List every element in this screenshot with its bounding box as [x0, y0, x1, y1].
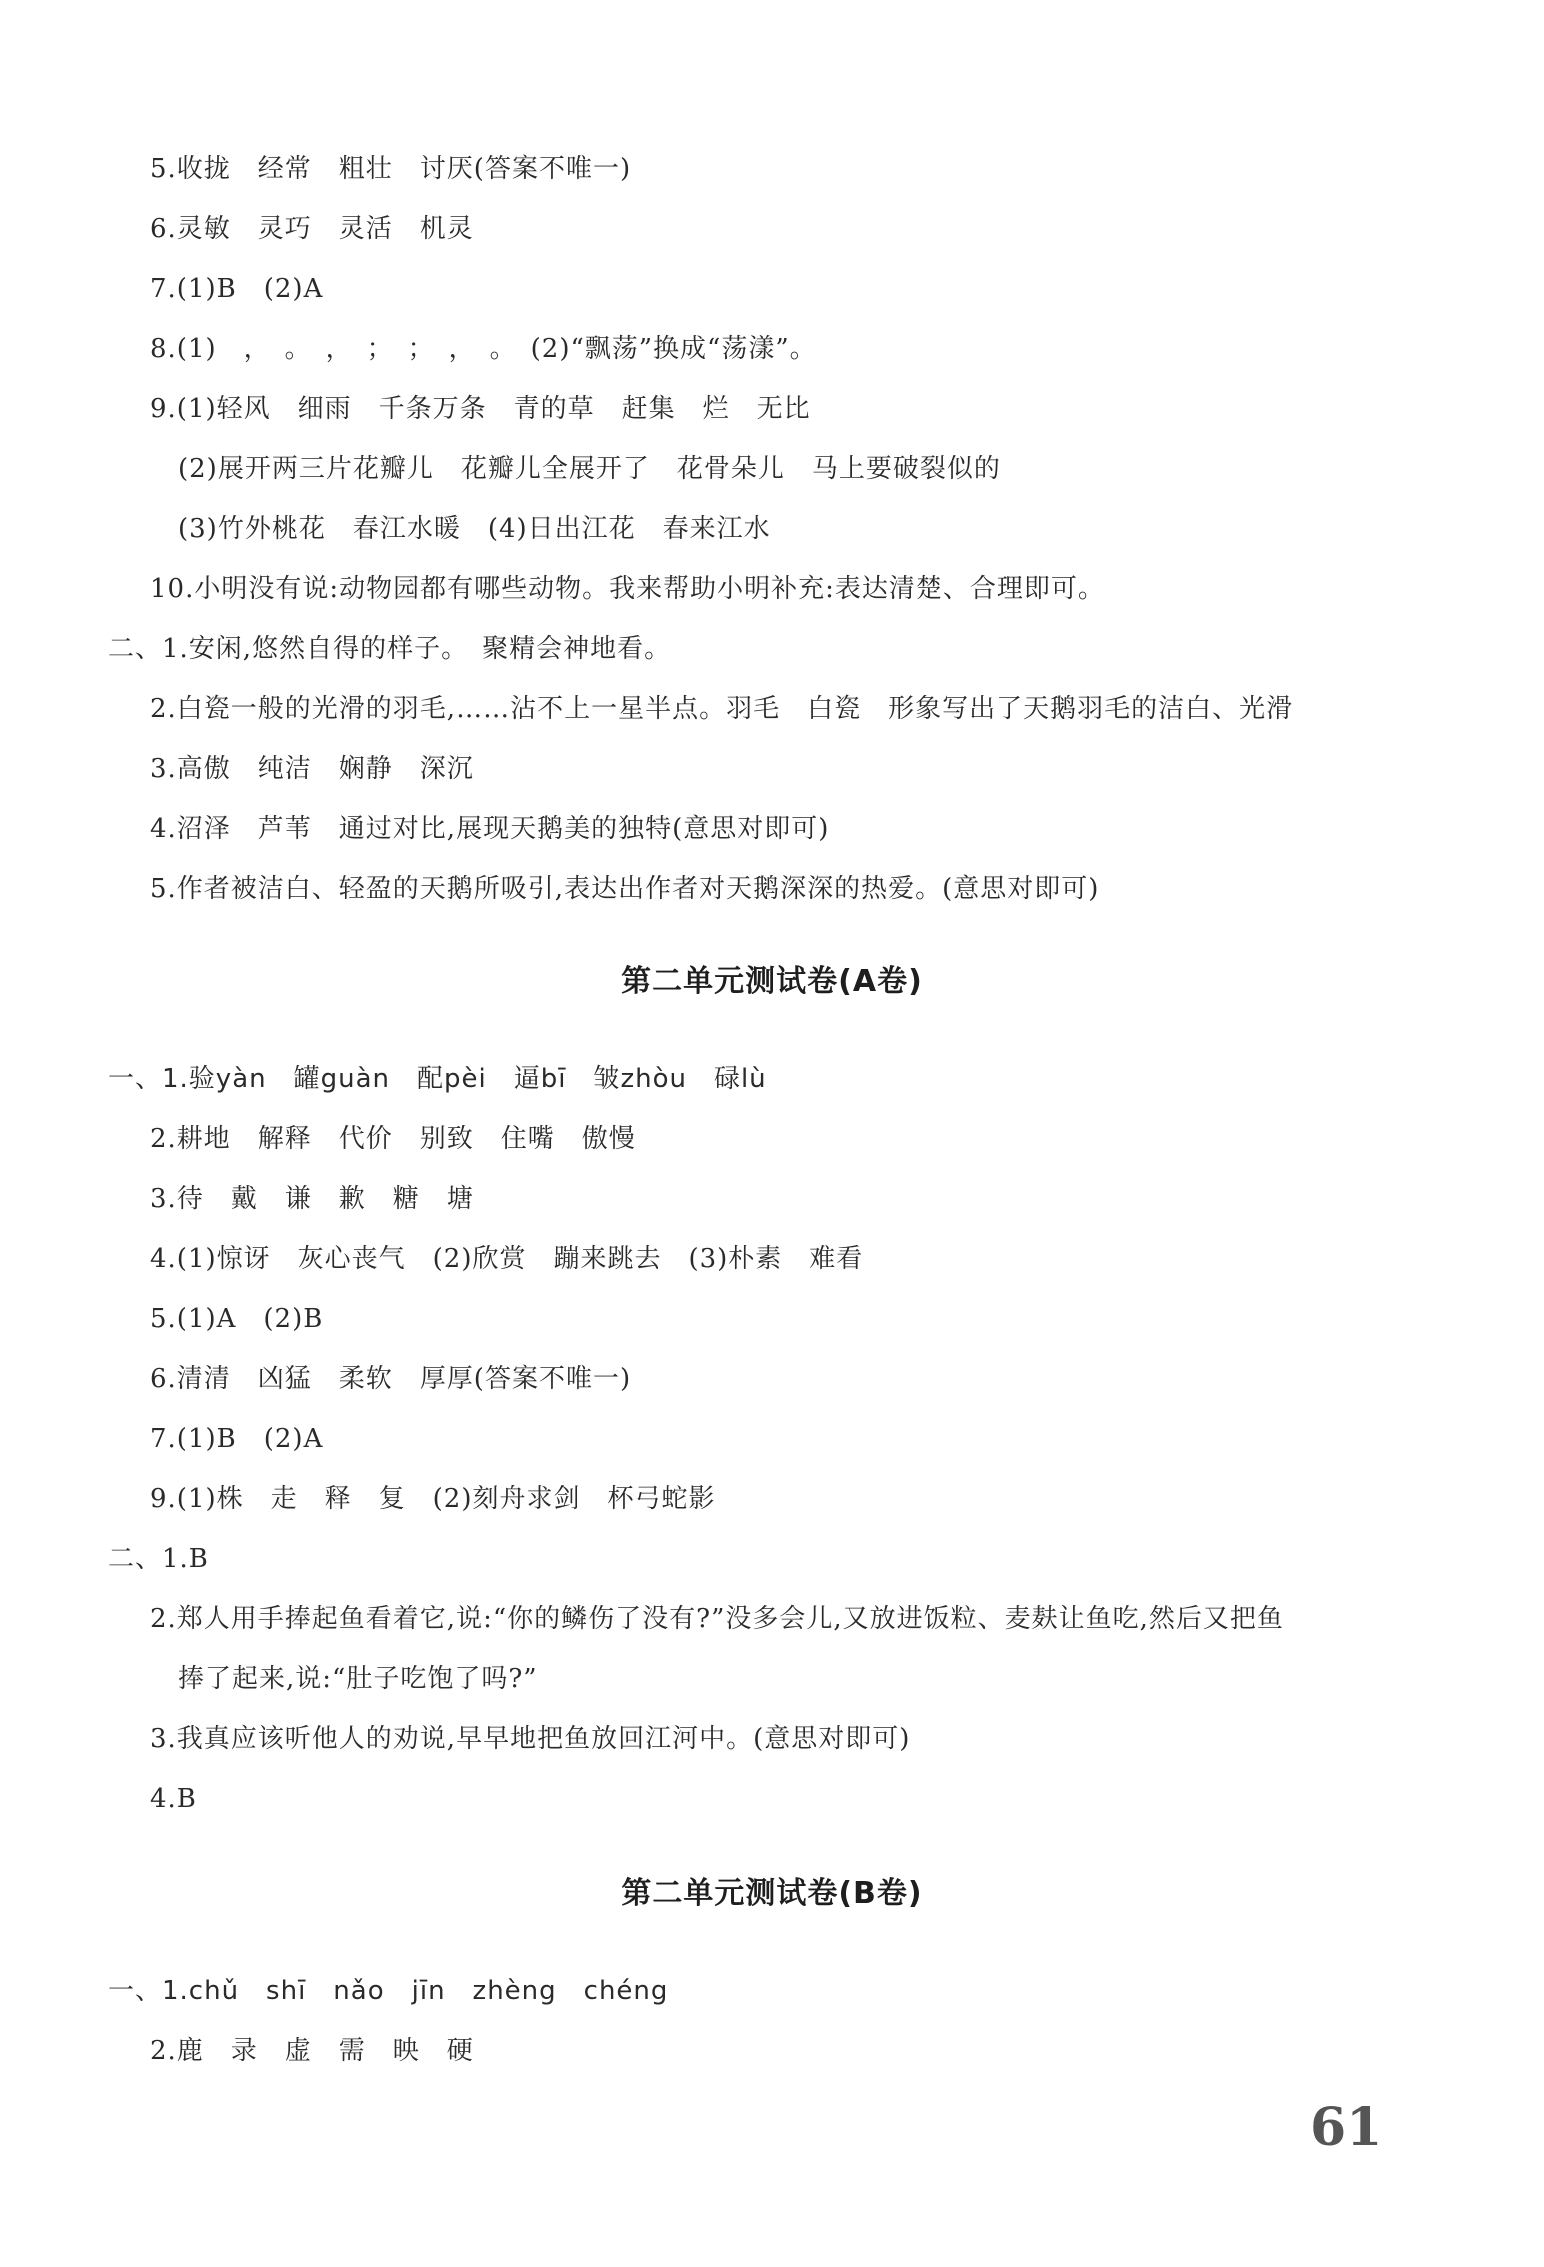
section-line: 一、1.验yàn 罐guàn 配pèi 逼bī 皱zhòu 碌lù	[108, 1064, 767, 1094]
answer-line: 7.(1)B (2)A	[150, 274, 324, 304]
answer-line: 9.(1)轻风 细雨 千条万条 青的草 赶集 烂 无比	[150, 394, 811, 424]
answer-line: 10.小明没有说:动物园都有哪些动物。我来帮助小明补充:表达清楚、合理即可。	[150, 574, 1105, 604]
answer-line: 9.(1)株 走 释 复 (2)刻舟求剑 杯弓蛇影	[150, 1484, 716, 1514]
answer-line: 6.灵敏 灵巧 灵活 机灵	[150, 214, 474, 244]
answer-line: 5.作者被洁白、轻盈的天鹅所吸引,表达出作者对天鹅深深的热爱。(意思对即可)	[150, 874, 1100, 904]
answer-line: 8.(1) ， 。 ， ； ； ， 。 (2)“飘荡”换成“荡漾”。	[150, 334, 817, 364]
answer-line: 5.(1)A (2)B	[150, 1304, 324, 1334]
answer-line: 7.(1)B (2)A	[150, 1424, 324, 1454]
answer-line: 6.清清 凶猛 柔软 厚厚(答案不唯一)	[150, 1364, 632, 1394]
answer-line: 3.我真应该听他人的劝说,早早地把鱼放回江河中。(意思对即可)	[150, 1724, 911, 1754]
page-number: 61	[1310, 2097, 1383, 2158]
answer-line: 2.鹿 录 虚 需 映 硬	[150, 2036, 474, 2066]
answer-line: 3.高傲 纯洁 娴静 深沉	[150, 754, 474, 784]
section-line: 一、1.chǔ shī nǎo jīn zhèng chéng	[108, 1976, 669, 2006]
section-heading-a: 第二单元测试卷(A卷)	[621, 964, 923, 999]
answer-line: 3.待 戴 谦 歉 糖 塘	[150, 1184, 474, 1214]
answer-line: 4.B	[150, 1784, 197, 1814]
answer-line: 4.沼泽 芦苇 通过对比,展现天鹅美的独特(意思对即可)	[150, 814, 830, 844]
answer-line: (2)展开两三片花瓣儿 花瓣儿全展开了 花骨朵儿 马上要破裂似的	[178, 454, 1001, 484]
section-heading-b: 第二单元测试卷(B卷)	[621, 1876, 923, 1911]
answer-line: 4.(1)惊讶 灰心丧气 (2)欣赏 蹦来跳去 (3)朴素 难看	[150, 1244, 864, 1274]
answer-line: (3)竹外桃花 春江水暖 (4)日出江花 春来江水	[178, 514, 771, 544]
answer-line: 2.白瓷一般的光滑的羽毛,……沾不上一星半点。羽毛 白瓷 形象写出了天鹅羽毛的洁白、光滑	[150, 694, 1294, 724]
answer-line: 5.收拢 经常 粗壮 讨厌(答案不唯一)	[150, 154, 632, 184]
section-line: 二、1.B	[108, 1544, 209, 1574]
answer-line: 捧了起来,说:“肚子吃饱了吗?”	[178, 1664, 538, 1694]
section-line: 二、1.安闲,悠然自得的样子。 聚精会神地看。	[108, 634, 672, 664]
answer-line: 2.耕地 解释 代价 别致 住嘴 傲慢	[150, 1124, 636, 1154]
answer-line: 2.郑人用手捧起鱼看着它,说:“你的鳞伤了没有?”没多会儿,又放进饭粒、麦麸让鱼吃,然后又把鱼	[150, 1604, 1284, 1634]
